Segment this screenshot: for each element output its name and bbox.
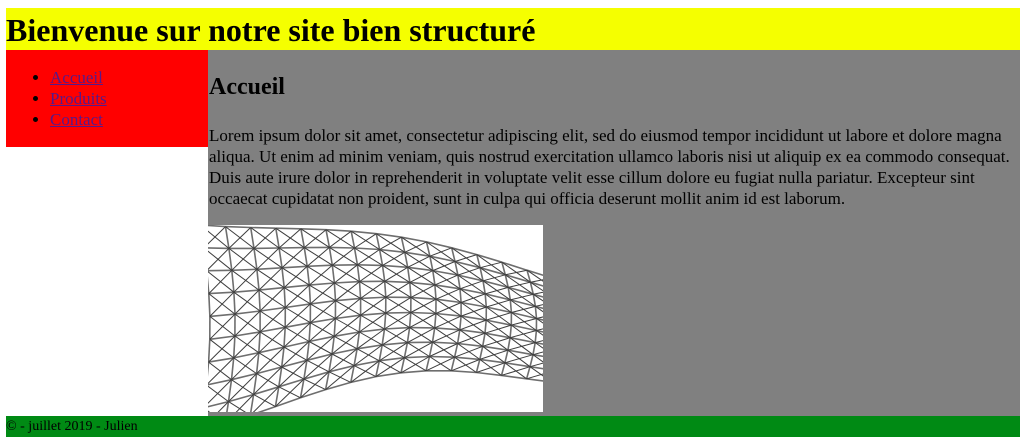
- lattice-structure-image: [208, 225, 543, 412]
- main-content: [208, 50, 1020, 416]
- site-title: Bienvenue sur notre site bien structuré: [6, 12, 536, 48]
- site-footer: [6, 416, 1020, 437]
- nav-item-accueil: [50, 67, 107, 88]
- nav-link-produits[interactable]: Produits: [50, 89, 107, 108]
- nav-item-produits: [50, 88, 107, 109]
- nav-list: [6, 67, 107, 130]
- footer-copyright: © - juillet 2019 - Julien: [6, 419, 138, 434]
- lattice-structure-illustration: [208, 225, 543, 412]
- nav-item-contact: [50, 109, 107, 130]
- main-paragraph: Lorem ipsum dolor sit amet, consectetur adipiscing elit, sed do eiusmod tempor incididunt ut labore et dolore magna aliqua. Ut enim ad minim veniam, quis nostrud exercitation ullamco laboris nisi ut aliquip ex ea commodo consequat. Duis aute irure dolor in reprehenderit in voluptate velit esse cillum dolore eu fugiat nulla pariatur. Excepteur sint occaecat cupidatat non proident, sunt in culpa qui officia deserunt mollit anim id est laborum.: [209, 126, 1010, 208]
- main-heading: Accueil: [209, 74, 285, 100]
- nav-link-accueil[interactable]: Accueil: [50, 68, 103, 87]
- site-header: [6, 8, 1020, 50]
- site-nav: [6, 50, 208, 147]
- nav-link-contact[interactable]: Contact: [50, 110, 103, 129]
